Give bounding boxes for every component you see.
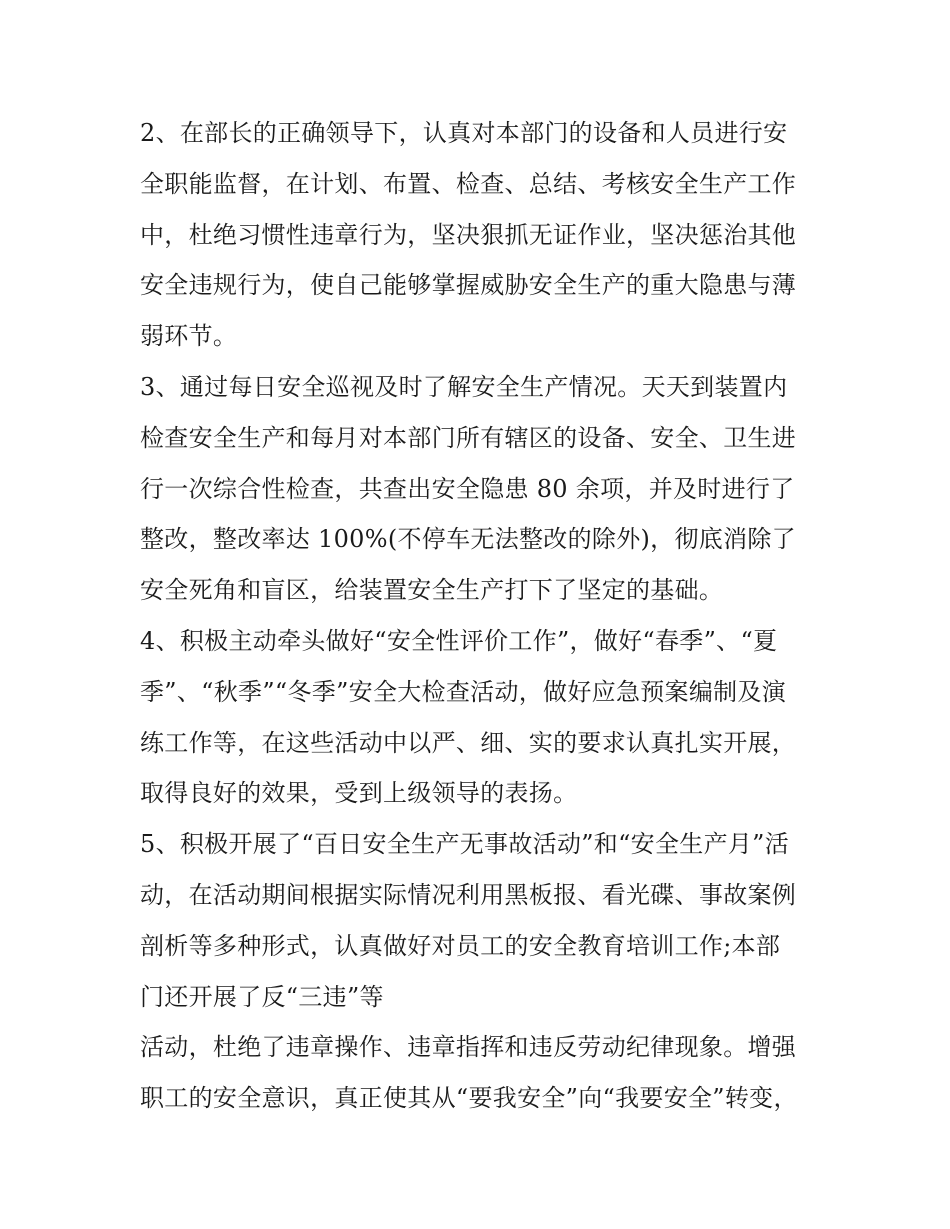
text-line: 行一次综合性检查，共查出安全隐患 80 余项，并及时进行了 [140, 474, 795, 503]
text-line: 2、在部长的正确领导下，认真对本部门的设备和人员进行安 [140, 119, 788, 147]
text-line: 中，杜绝习惯性违章行为，坚决狠抓无证作业，坚决惩治其他 [140, 220, 797, 249]
text-line: 全职能监督，在计划、布置、检查、总结、考核安全生产工作 [140, 169, 797, 198]
text-line: 安全死角和盲区，给装置安全生产打下了坚定的基础。 [140, 576, 724, 605]
text-line: 取得良好的效果，受到上级领导的表扬。 [140, 779, 578, 808]
text-line: 剖析等多种形式，认真做好对员工的安全教育培训工作;本部 [140, 931, 781, 960]
text-line: 练工作等，在这些活动中以严、细、实的要求认真扎实开展， [140, 728, 797, 757]
text-line: 4、积极主动牵头做好“安全性评价工作”，做好“春季”、“夏 [140, 626, 778, 655]
text-line: 3、通过每日安全巡视及时了解安全生产情况。天天到装置内 [140, 372, 788, 401]
text-line: 整改，整改率达 100%(不停车无法整改的除外)，彻底消除了 [140, 525, 796, 554]
text-line: 职工的安全意识，真正使其从“要我安全”向“我要安全”转变， [140, 1084, 798, 1113]
text-line: 动，在活动期间根据实际情况利用黑板报、看光碟、事故案例 [140, 880, 797, 909]
text-line: 检查安全生产和每月对本部门所有辖区的设备、安全、卫生进 [140, 423, 797, 452]
document-body [140, 108, 820, 1124]
text-line: 安全违规行为，使自己能够掌握威胁安全生产的重大隐患与薄 [140, 271, 797, 300]
text-line: 5、积极开展了“百日安全生产无事故活动”和“安全生产月”活 [140, 830, 790, 859]
text-line: 弱环节。 [140, 322, 238, 351]
text-line: 门还开展了反“三违”等 [140, 982, 384, 1011]
text-line: 季”、“秋季”“冬季”安全大检查活动，做好应急预案编制及演 [140, 677, 787, 706]
text-line: 活动，杜绝了违章操作、违章指挥和违反劳动纪律现象。增强 [140, 1033, 797, 1062]
